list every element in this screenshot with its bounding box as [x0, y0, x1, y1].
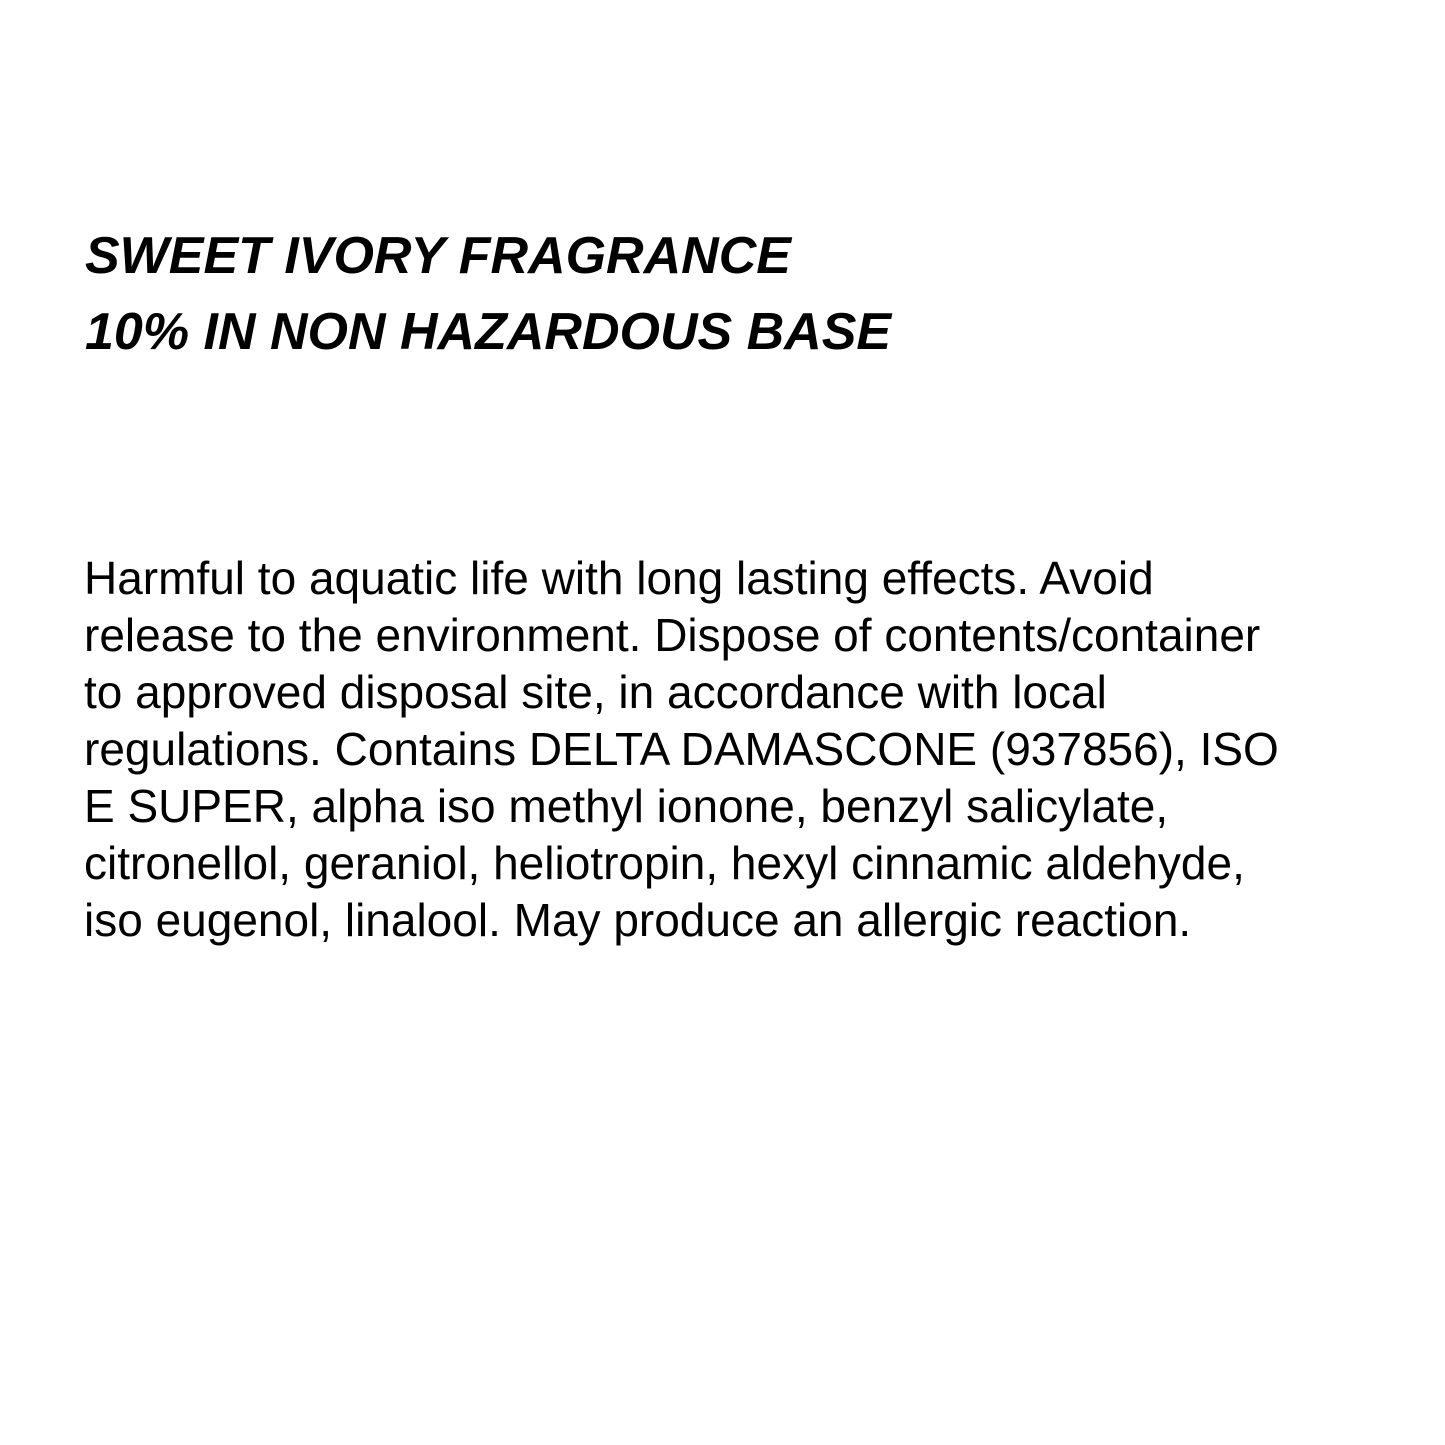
product-title	[85, 218, 1385, 370]
hazard-warning-text: Harmful to aquatic life with long lasting effects. Avoid release to the environment. Dispose of contents/container to approved disposal site, in accordance with local regulations. Contains DELTA DAMASCONE (937856), ISO E SUPER, alpha iso methyl ionone, benzyl salicylate, citronellol, geraniol, heliotropin, hexyl cinnamic aldehyde, iso eugenol, linalool. May produce an allergic reaction.	[84, 552, 1279, 946]
product-name: SWEET IVORY FRAGRANCE	[85, 227, 791, 285]
product-concentration: 10% IN NON HAZARDOUS BASE	[85, 303, 892, 361]
